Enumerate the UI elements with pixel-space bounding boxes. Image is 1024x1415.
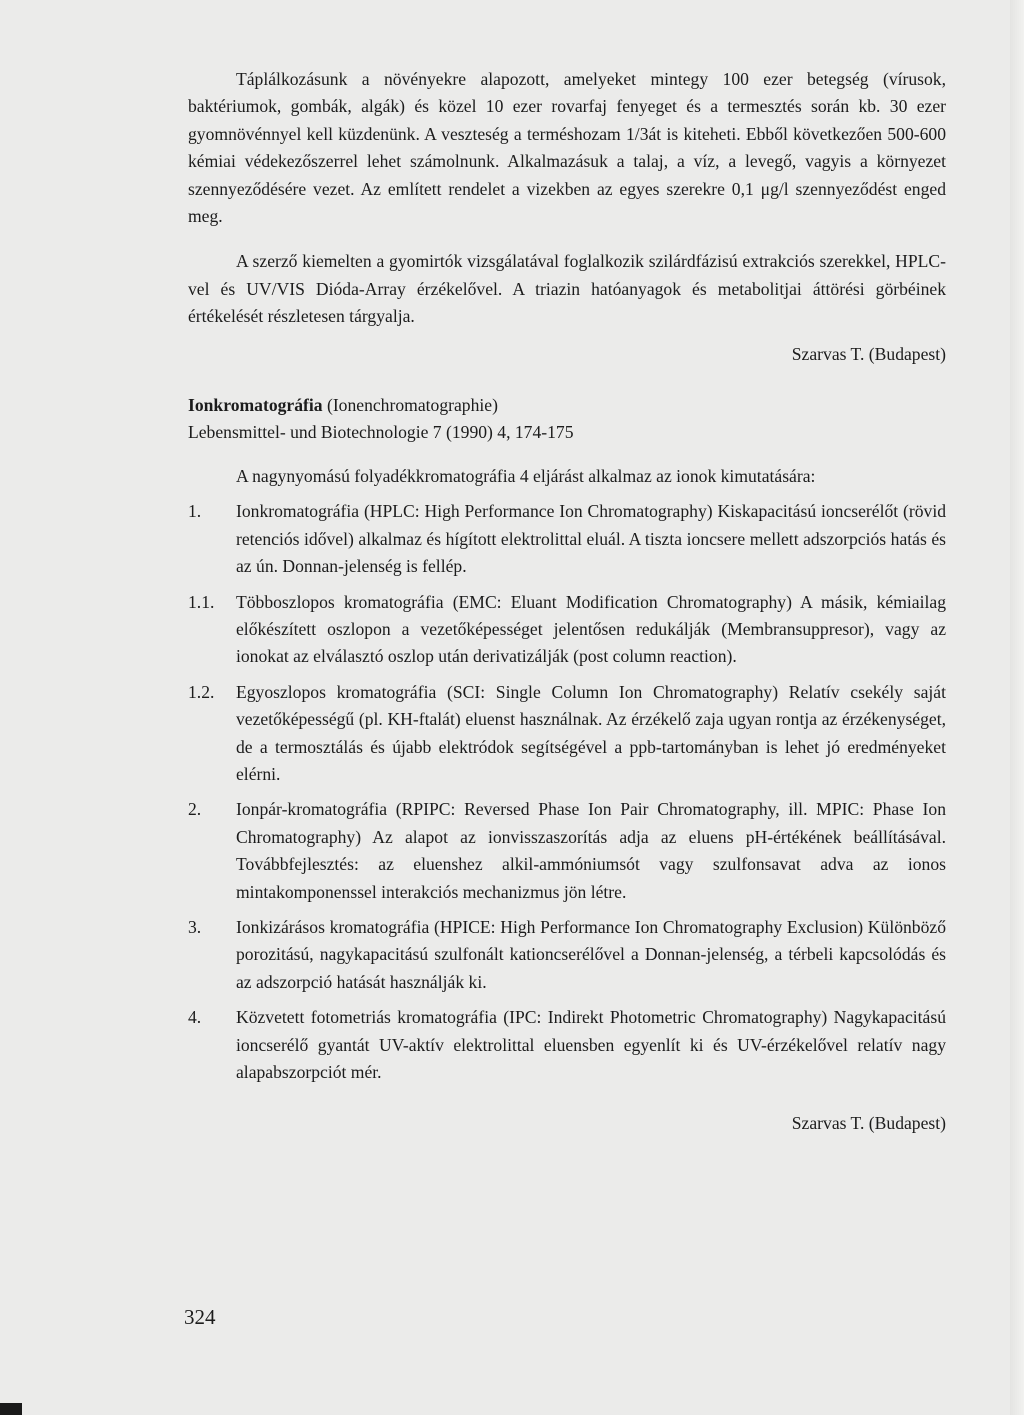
article-source: Lebensmittel- und Biotechnologie 7 (1990) 4, 174-175 bbox=[188, 422, 574, 443]
list-item-text: Többoszlopos kromatográfia (EMC: Eluant Modification Chromatography) A másik, kémiailag előkészített oszlopon a vezetőképességet jelentősen redukálják (Membransuppresor), vagy az ionokat az elválasztó oszlop után derivatizálják (post column reaction). bbox=[236, 591, 946, 667]
page-edge-shadow bbox=[1010, 0, 1024, 1415]
scan-corner-mark bbox=[0, 1403, 22, 1415]
list-item-number: 4. bbox=[188, 1007, 202, 1028]
article-title-bold: Ionkromatográfia bbox=[188, 395, 323, 416]
intro-paragraph: Táplálkozásunk a növényekre alapozott, amelyeket mintegy 100 ezer betegség (vírusok, baktériumok, gombák, algák) és közel 10 ezer rovarfaj fenyeget és a termesztés során kb. 30 ezer gyomnövénnyel kell küzdenünk. A veszteség a terméshozam 1/3át is kiteheti. Ebből következően 500-600 kémiai védekezőszerrel lehet számolnunk. Alkalmazásuk a talaj, a víz, a levegő, vagyis a környezet szennyeződésére vezet. Az említett rendelet a vizekben az egyes szerekre 0,1 μg/l szennyeződést enged meg. bbox=[188, 69, 946, 227]
list-item bbox=[188, 796, 946, 906]
list-item-text: Ionpár-kromatográfia (RPIPC: Reversed Phase Ion Pair Chromatography, ill. MPIC: Phase Ion Chromatography) Az alapot az ionvisszaszorítás adja az eluens pH-értékének beállításával. Továbbfejlesztés: az eluenshez alkil-ammóniumsót vagy szulfonsavat adva az ionos mintakomponenssel interakciós mechanizmus jön létre. bbox=[236, 799, 946, 902]
list-item-number: 3. bbox=[188, 916, 202, 937]
article-lead: A nagynyomású folyadékkromatográfia 4 eljárást alkalmaz az ionok kimutatására: bbox=[236, 465, 816, 486]
list-item-text: Egyoszlopos kromatográfia (SCI: Single Column Ion Chromatography) Relatív csekély saját vezetőképességű (pl. KH-ftalát) eluenst használnak. Az érzékelő zaja ugyan rontja az érzékenységet, de a termosztálás és újabb elektródok segítségével a ppb-tartományban is lehet jó eredményeket elérni. bbox=[236, 681, 946, 784]
list-item-number: 1. bbox=[188, 501, 202, 522]
list-item bbox=[188, 1004, 946, 1086]
list-item-text: Ionkromatográfia (HPLC: High Performance Ion Chromatography) Kiskapacitású ioncserélőt (rövid retenciós idővel) alkalmaz és hígított elektrolittal eluál. A tiszta ioncsere mellett adszorpciós hatás és az ún. Donnan-jelenség is fellép. bbox=[236, 501, 946, 577]
article-title bbox=[188, 392, 946, 419]
list-item bbox=[188, 914, 946, 996]
list-item bbox=[188, 589, 946, 671]
list-item bbox=[188, 679, 946, 789]
list-item-number: 1.1. bbox=[188, 591, 215, 612]
list-item-number: 2. bbox=[188, 799, 202, 820]
article-title-rest: (Ionenchromatographie) bbox=[322, 395, 498, 416]
signature-2: Szarvas T. (Budapest) bbox=[791, 1113, 946, 1134]
author-paragraph: A szerző kiemelten a gyomirtók vizsgálatával foglalkozik szilárdfázisú extrakciós szerekkel, HPLC-vel és UV/VIS Dióda-Array érzékelővel. A triazin hatóanyagok és metabolitjai áttörési görbéinek értékelését részletesen tárgyalja. bbox=[188, 251, 946, 327]
list-item-text: Ionkizárásos kromatográfia (HPICE: High Performance Ion Chromatography Exclusion) Különböző porozitású, nagykapacitású szulfonált kationcserélővel a Donnan-jelenség, a térbeli kapcsolódás és az adszorpció hatását használják ki. bbox=[236, 916, 946, 992]
page-number: 324 bbox=[184, 1305, 216, 1329]
list-item-number: 1.2. bbox=[188, 681, 215, 702]
signature-1: Szarvas T. (Budapest) bbox=[791, 343, 946, 364]
list-item-text: Közvetett fotometriás kromatográfia (IPC: Indirekt Photometric Chromatography) Nagykapacitású ioncserélő gyantát UV-aktív elektrolittal eluensben egyenlít ki és UV-érzékelővel relatív nagy alapabszorpciót mér. bbox=[236, 1007, 946, 1082]
page-body bbox=[188, 66, 946, 1138]
list-item bbox=[188, 498, 946, 580]
